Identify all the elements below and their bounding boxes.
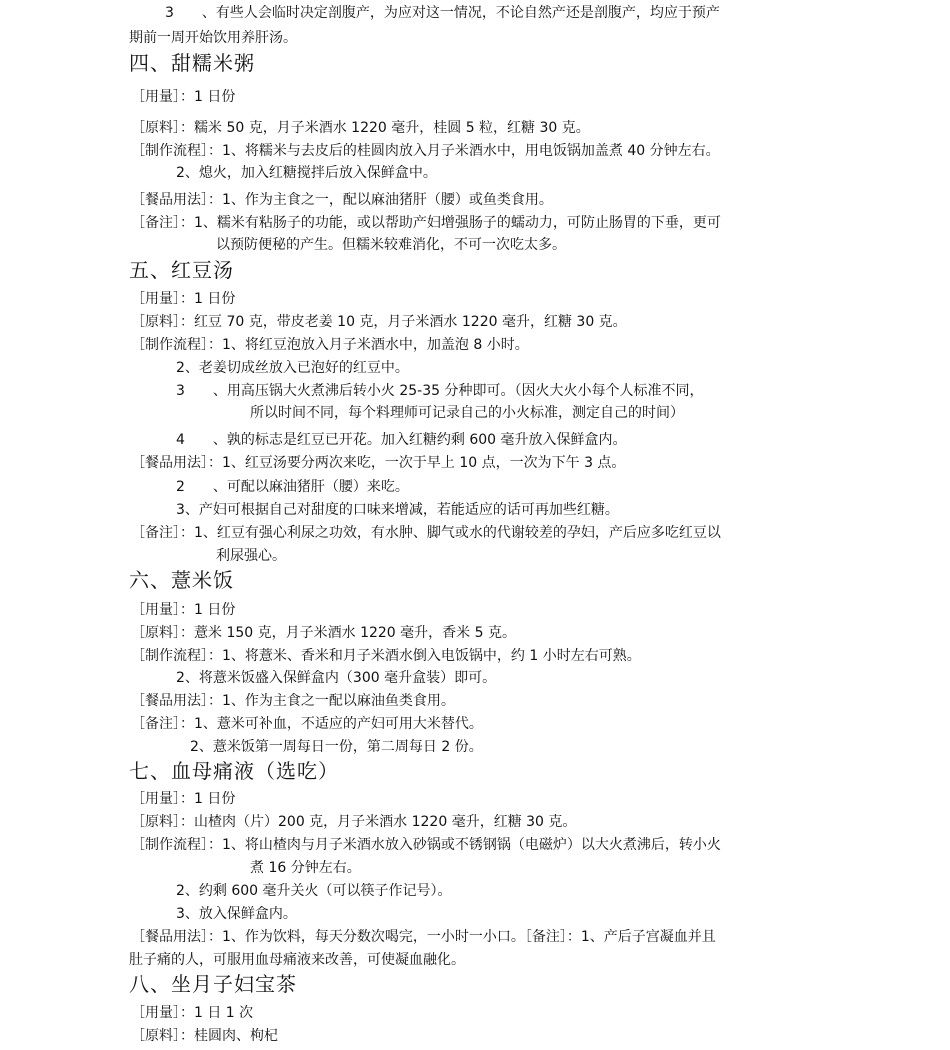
s4-note-1-cont: 以预防便秘的产生。但糯米较难消化，不可一次吃太多。 xyxy=(216,237,566,253)
s4-process-1: ［制作流程］：1、将糯米与去皮后的桂圆肉放入月子米酒水中，用电饭锅加盖煮 40 分钟左右。 xyxy=(131,143,720,159)
s6-note-2: 2、薏米饭第一周每日一份，第二周每日 2 份。 xyxy=(190,739,483,755)
section-heading-5: 五、红豆汤 xyxy=(129,258,234,282)
s7-serving-1: ［餐品用法］：1、作为饮料，每天分数次喝完，一小时一小口。［备注］：1、产后子宫凝血并且 xyxy=(131,929,716,945)
intro-line-2: 期前一周开始饮用养肝汤。 xyxy=(129,30,297,46)
s5-process-2: 2、老姜切成丝放入已泡好的红豆中。 xyxy=(176,360,409,376)
s4-process-2: 2、熄火，加入红糖搅拌后放入保鲜盒中。 xyxy=(176,165,437,181)
intro-line-1: 3 、有些人会临时决定剖腹产，为应对这一情况，不论自然产还是剖腹产，均应于预产 xyxy=(165,5,720,21)
s7-process-1: ［制作流程］：1、将山楂肉与月子米酒水放入砂锅或不锈钢锅（电磁炉）以大火煮沸后，转小火 xyxy=(131,837,721,853)
s5-note-1: ［备注］：1、红豆有强心利尿之功效，有水肿、脚气或水的代谢较差的孕妇，产后应多吃红豆以 xyxy=(131,525,721,541)
s5-ingredients: ［原料］：红豆 70 克，带皮老姜 10 克，月子米酒水 1220 毫升，红糖 30 克。 xyxy=(131,314,627,330)
s4-usage: ［用量］：1 日份 xyxy=(131,89,236,105)
s6-process-2: 2、将薏米饭盛入保鲜盒内（300 毫升盒装）即可。 xyxy=(176,670,497,686)
s8-ingredients: ［原料］：桂圆肉、枸杞 xyxy=(131,1028,278,1044)
s6-usage: ［用量］：1 日份 xyxy=(131,602,236,618)
s7-usage: ［用量］：1 日份 xyxy=(131,791,236,807)
s8-usage: ［用量］：1 日 1 次 xyxy=(131,1005,254,1021)
s6-serving-1: ［餐品用法］：1、作为主食之一配以麻油鱼类食用。 xyxy=(131,693,455,709)
s6-process-1: ［制作流程］：1、将薏米、香米和月子米酒水倒入电饭锅中，约 1 小时左右可熟。 xyxy=(131,648,641,664)
s5-serving-3: 3、产妇可根据自己对甜度的口味来增减，若能适应的话可再加些红糖。 xyxy=(176,502,619,518)
s4-note-1: ［备注］：1、糯米有粘肠子的功能，或以帮助产妇增强肠子的蠕动力，可防止肠胃的下垂，更可 xyxy=(131,215,721,231)
s5-process-1: ［制作流程］：1、将红豆泡放入月子米酒水中，加盖泡 8 小时。 xyxy=(131,337,529,353)
s7-process-1-cont: 煮 16 分钟左右。 xyxy=(250,860,361,876)
s5-process-3-cont: 所以时间不同，每个料理师可记录自己的小火标准，测定自己的时间） xyxy=(250,405,684,421)
s5-serving-2: 2 、可配以麻油猪肝（腰）来吃。 xyxy=(176,479,409,495)
s5-process-4: 4 、孰的标志是红豆已开花。加入红糖约剩 600 毫升放入保鲜盒内。 xyxy=(176,432,627,448)
s6-note-1: ［备注］：1、薏米可补血，不适应的产妇可用大米替代。 xyxy=(131,716,483,732)
s5-process-3: 3 、用高压锅大火煮沸后转小火 25-35 分种即可。（因火大火小每个人标准不同， xyxy=(176,383,704,399)
s4-serving-1: ［餐品用法］：1、作为主食之一，配以麻油猪肝（腰）或鱼类食用。 xyxy=(131,192,553,208)
s7-ingredients: ［原料］：山楂肉（片）200 克，月子米酒水 1220 毫升，红糖 30 克。 xyxy=(131,814,577,830)
s7-serving-1-cont: 肚子痛的人，可服用血母痛液来改善，可使凝血融化。 xyxy=(129,952,465,968)
s5-serving-1: ［餐品用法］：1、红豆汤要分两次来吃，一次于早上 10 点，一次为下午 3 点。 xyxy=(131,455,626,471)
s5-note-1-cont: 利尿强心。 xyxy=(216,548,286,564)
s4-ingredients: ［原料］：糯米 50 克，月子米酒水 1220 毫升，桂圆 5 粒，红糖 30 克。 xyxy=(131,120,590,136)
section-heading-7: 七、血母痛液（选吃） xyxy=(129,759,339,783)
s7-process-3: 3、放入保鲜盒内。 xyxy=(176,906,297,922)
s5-usage: ［用量］：1 日份 xyxy=(131,291,236,307)
section-heading-8: 八、坐月子妇宝茶 xyxy=(129,972,297,996)
section-heading-6: 六、薏米饭 xyxy=(129,568,234,592)
s7-process-2: 2、约剩 600 毫升关火（可以筷子作记号）。 xyxy=(176,883,452,899)
section-heading-4: 四、甜糯米粥 xyxy=(129,51,255,75)
s6-ingredients: ［原料］：薏米 150 克，月子米酒水 1220 毫升，香米 5 克。 xyxy=(131,625,516,641)
